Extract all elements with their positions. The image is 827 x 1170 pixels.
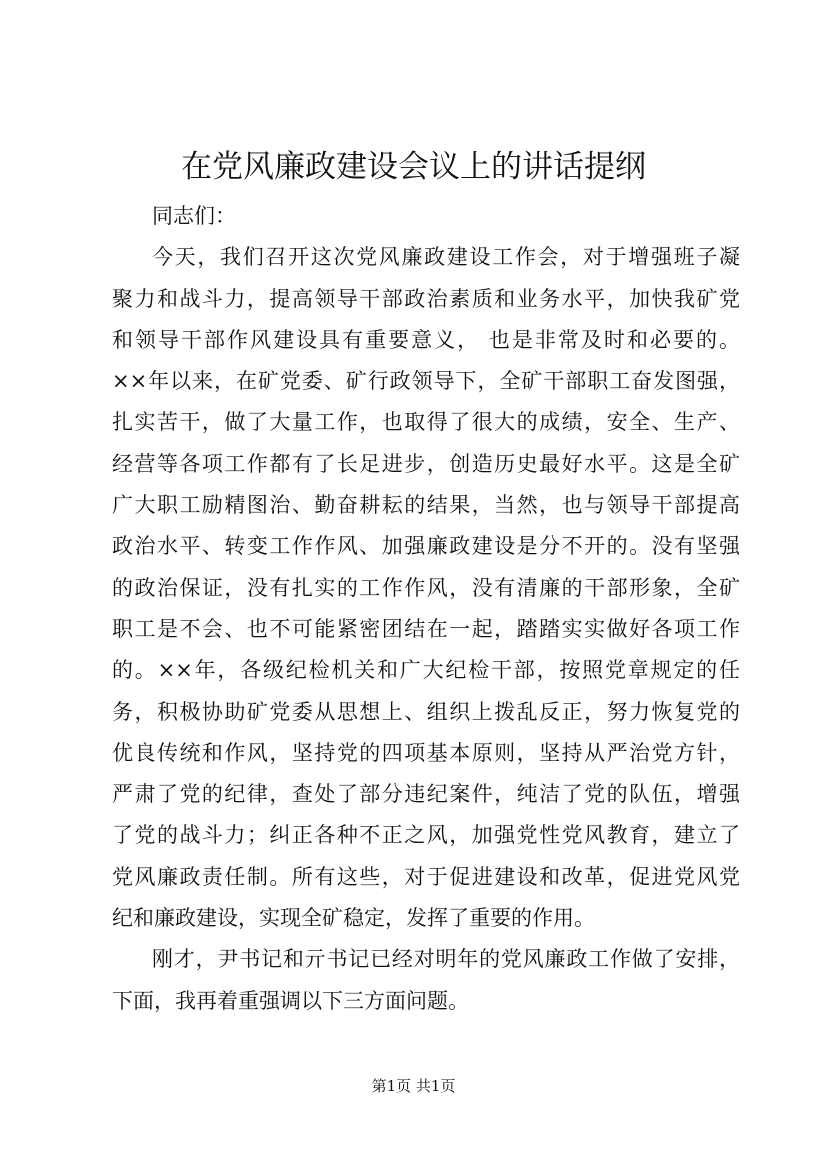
text-line: 党风廉政责任制。所有这些，对于促进建设和改革，促进党风党 bbox=[112, 864, 740, 889]
text-line: 了党的战斗力；纠正各种不正之风，加强党性党风教育，建立了 bbox=[112, 823, 740, 848]
text-line: 严肃了党的纪律，查处了部分违纪案件，纯洁了党的队伍，增强 bbox=[112, 782, 740, 807]
document-body bbox=[112, 196, 740, 1022]
text-line: 广大职工励精图治、勤奋耕耘的结果，当然，也与领导干部提高 bbox=[112, 493, 740, 518]
text-line: 职工是不会、也不可能紧密团结在一起，踏踏实实做好各项工作 bbox=[112, 616, 740, 641]
page-footer: 第1页 共1页 bbox=[371, 1077, 456, 1095]
text-line: 务，积极协助矿党委从思想上、组织上拨乱反正，努力恢复党的 bbox=[112, 699, 740, 724]
text-line: 政治水平、转变工作作风、加强廉政建设是分不开的。没有坚强 bbox=[112, 534, 740, 559]
text-line: 的。××年，各级纪检机关和广大纪检干部，按照党章规定的任 bbox=[112, 658, 740, 683]
text-line: 刚才，尹书记和亓书记已经对明年的党风廉政工作做了安排， bbox=[152, 947, 740, 972]
text-line: 今天，我们召开这次党风廉政建设工作会，对于增强班子凝 bbox=[152, 245, 740, 270]
document-title: 在党风廉政建设会议上的讲话提纲 bbox=[181, 149, 646, 185]
text-line: 的政治保证，没有扎实的工作作风，没有清廉的干部形象，全矿 bbox=[112, 575, 740, 600]
text-line: 同志们： bbox=[152, 204, 236, 228]
text-line: ××年以来，在矿党委、矿行政领导下，全矿干部职工奋发图强， bbox=[112, 369, 740, 394]
text-line: 扎实苦干，做了大量工作，也取得了很大的成绩，安全、生产、 bbox=[112, 410, 740, 435]
text-line: 经营等各项工作都有了长足进步，创造历史最好水平。这是全矿 bbox=[112, 451, 740, 476]
text-line: 纪和廉政建设，实现全矿稳定，发挥了重要的作用。 bbox=[112, 906, 595, 931]
text-line: 下面，我再着重强调以下三方面问题。 bbox=[112, 988, 469, 1013]
text-line: 优良传统和作风，坚持党的四项基本原则，坚持从严治党方针， bbox=[112, 740, 740, 765]
text-line: 聚力和战斗力，提高领导干部政治素质和业务水平，加快我矿党 bbox=[112, 286, 740, 311]
text-line: 和领导干部作风建设具有重要意义， 也是非常及时和必要的。 bbox=[112, 327, 740, 352]
